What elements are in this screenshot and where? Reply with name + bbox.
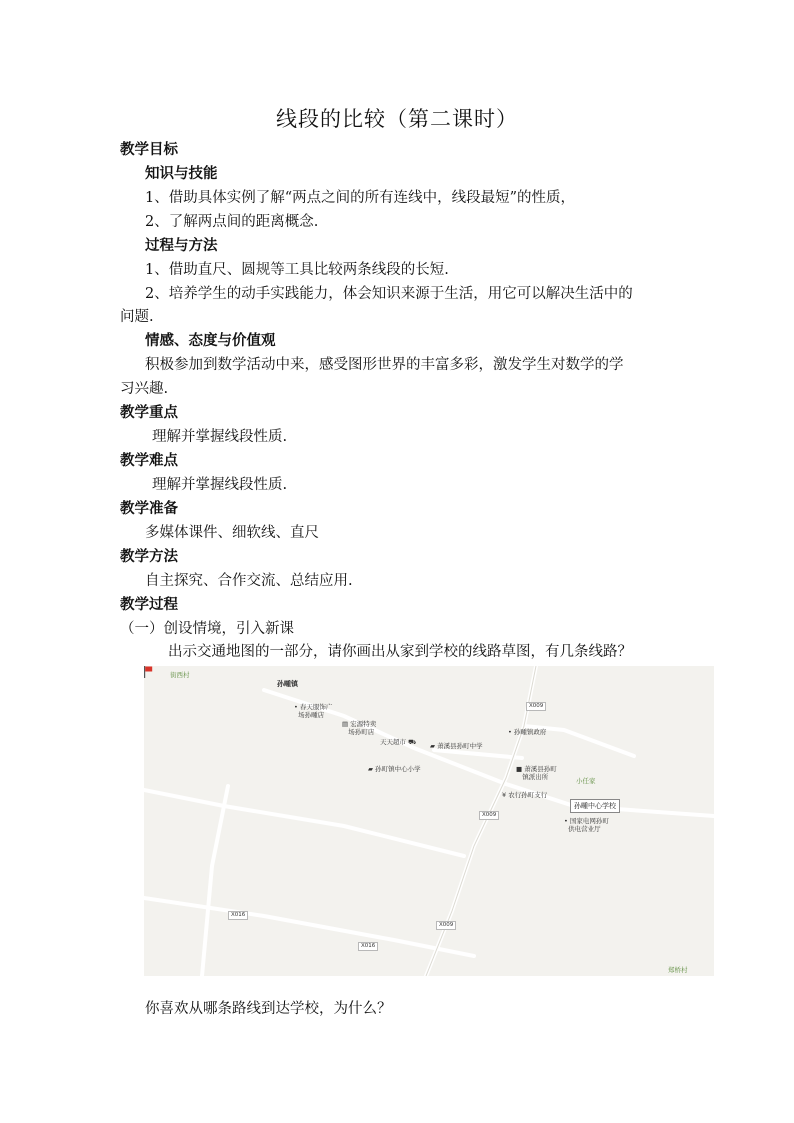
map-label-shop2-line1: 宏源特卖: [350, 720, 377, 728]
map-label-primary-text: 孙町镇中心小学: [375, 765, 421, 773]
cart-icon: ⛟: [408, 738, 417, 746]
map-label-shop1: • 春天服饰广 场孙畽店: [294, 703, 333, 719]
map-label-shop1-line1: 春天服饰广: [299, 703, 333, 711]
emotion-text: 积极参加到数学活动中来，感受图形世界的丰富多彩，激发学生对数学的学: [145, 357, 624, 373]
traffic-map: [144, 666, 714, 976]
road-tag-x009-bottom: X009: [436, 921, 456, 930]
road-x016: [144, 898, 474, 956]
map-prompt: 出示交通地图的一部分，请你画出从家到学校的线路草图，有几条线路？: [168, 644, 632, 660]
map-label-supermarket: [380, 738, 416, 746]
route-question: 你喜欢从哪条路线到达学校，为什么？: [145, 1001, 392, 1017]
method-heading: 教学方法: [120, 549, 178, 565]
map-label-village-se: 郑桥村: [668, 966, 688, 974]
emotion-text-cont: 习兴趣.: [120, 381, 169, 397]
key-point-heading: 教学重点: [120, 405, 178, 421]
key-point-text: 理解并掌握线段性质.: [152, 429, 288, 445]
map-label-supermarket-text: 天天超市: [380, 738, 406, 746]
difficulty-heading: 教学难点: [120, 453, 178, 469]
map-label-middle-school: [430, 742, 483, 750]
map-label-bank: [502, 791, 547, 799]
process-section-heading: 教学过程: [120, 597, 178, 613]
map-label-village-nw: 街西村: [170, 671, 190, 679]
page-title: 线段的比较（第二课时）: [276, 107, 518, 131]
flag-icon: [144, 666, 153, 678]
map-label-police-line2: 镇派出所: [522, 773, 549, 781]
process-item-2: 2、培养学生的动手实践能力，体会知识来源于生活，用它可以解决生活中的: [145, 286, 633, 302]
knowledge-heading: 知识与技能: [145, 166, 218, 182]
knowledge-item-2: 2、了解两点间的距离概念.: [145, 214, 319, 230]
objectives-heading: 教学目标: [120, 142, 178, 158]
map-label-town: 孙畽镇: [277, 680, 298, 688]
map-label-shop1-line2: 场孙畽店: [298, 711, 325, 719]
bank-icon: ¥: [502, 791, 507, 799]
road-tag-x009-top: X009: [526, 702, 546, 711]
map-label-shop2-line2: 场孙町店: [348, 728, 375, 736]
school-icon: ▰: [430, 742, 435, 750]
map-label-police: ■ 萧溪县孙町 镇派出所: [516, 765, 557, 781]
map-label-middle-school-text: 萧溪县孙町中学: [437, 742, 483, 750]
method-text: 自主探究、合作交流、总结应用.: [145, 573, 353, 589]
map-label-primary: [368, 765, 421, 773]
map-label-gov: • 孙畽镇政府: [508, 728, 547, 736]
road-west: [144, 790, 464, 856]
road-town-east: [434, 750, 522, 758]
process-item-1: 1、借助直尺、圆规等工具比较两条线段的长短.: [145, 262, 449, 278]
school-icon: ▰: [368, 765, 373, 773]
preparation-heading: 教学准备: [120, 501, 178, 517]
map-label-village-e: 小任家: [576, 777, 596, 785]
preparation-text: 多媒体课件、细软线、直尺: [145, 525, 319, 541]
knowledge-item-1: 1、借助具体实例了解“两点之间的所有连线中，线段最短”的性质，: [145, 190, 576, 206]
road-tag-x016-left: X016: [228, 911, 248, 920]
process-item-2-cont: 问题.: [120, 309, 154, 325]
emotion-heading: 情感、态度与价值观: [145, 333, 276, 349]
map-label-grid-line1: 国家电网孙町: [569, 817, 609, 825]
map-label-grid: • 国家电网孙町 供电营业厅: [564, 817, 609, 833]
map-label-school[interactable]: 孙畽中心学校: [570, 799, 620, 813]
process-heading: 过程与方法: [145, 238, 218, 254]
difficulty-text: 理解并掌握线段性质.: [152, 477, 288, 493]
map-label-police-line1: 萧溪县孙町: [524, 765, 557, 773]
map-label-bank-text: 农行孙町支行: [508, 791, 548, 799]
road-tag-x016-mid: X016: [358, 942, 378, 951]
map-roads: [144, 666, 714, 976]
map-label-gov-text: 孙畽镇政府: [513, 728, 547, 736]
road-tag-x009-mid: X009: [479, 811, 499, 820]
process-step-1: （一）创设情境，引入新课: [120, 621, 294, 637]
map-label-grid-line2: 供电营业厅: [568, 825, 601, 833]
road-vertical-left: [202, 786, 228, 976]
map-label-shop2: ▤ 宏源特卖 场孙町店: [342, 720, 377, 736]
